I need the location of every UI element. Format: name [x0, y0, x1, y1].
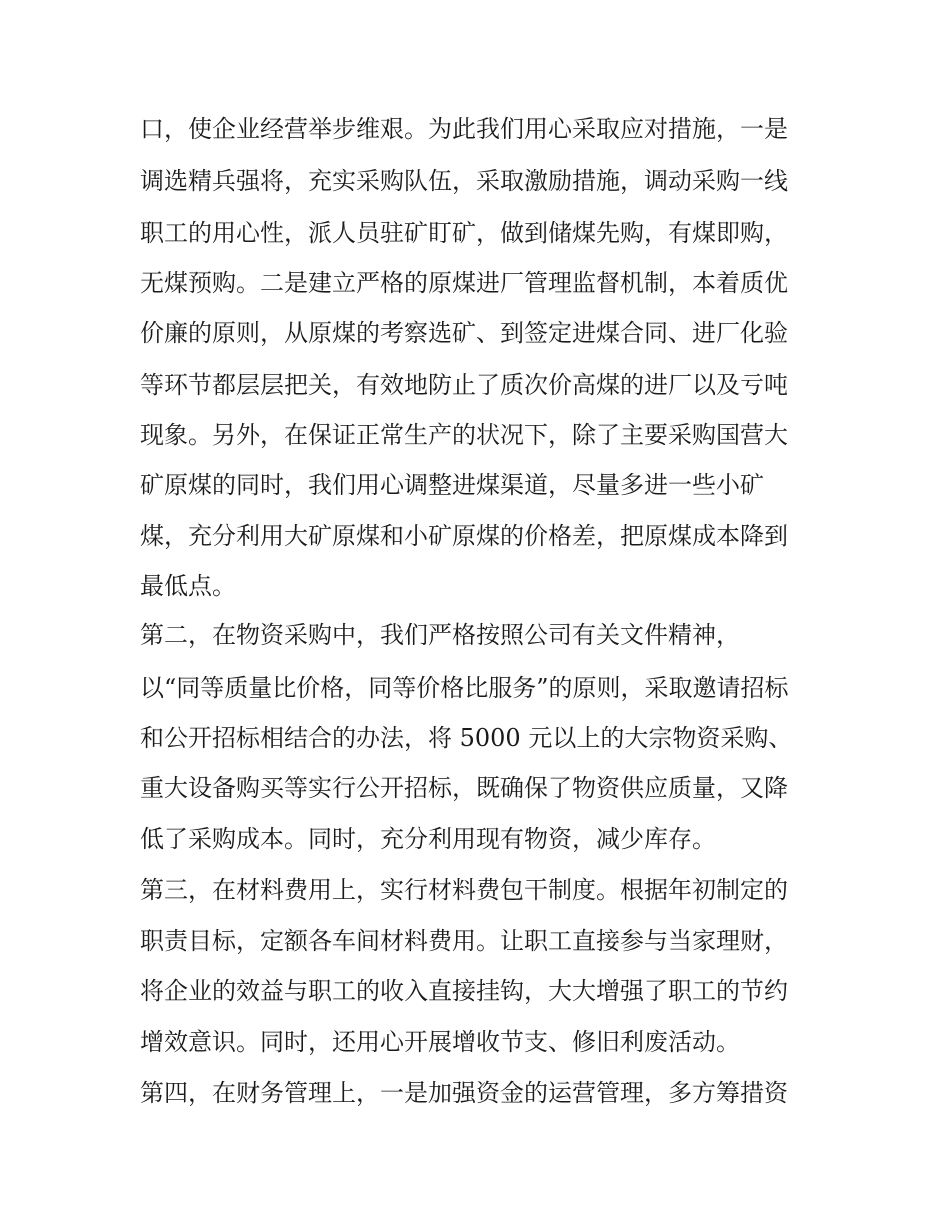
paragraph-start-line: 第四，在财务管理上，一是加强资金的运营管理，多方筹措资	[140, 1079, 788, 1107]
text-line: 无煤预购。二是建立严格的原煤进厂管理监督机制，本着质优	[140, 269, 788, 297]
text-line: 低了采购成本。同时，充分利用现有物资，减少库存。	[140, 825, 716, 853]
text-line: 现象。另外，在保证正常生产的状况下，除了主要采购国营大	[140, 421, 788, 449]
text-line: 和公开招标相结合的办法，将 5000 元以上的大宗物资采购、	[140, 724, 793, 752]
text-line: 等环节都层层把关，有效地防止了质次价高煤的进厂以及亏吨	[140, 371, 788, 399]
text-line: 将企业的效益与职工的收入直接挂钩，大大增强了职工的节约	[140, 977, 788, 1005]
text-line: 最低点。	[140, 572, 236, 600]
text-line: 调选精兵强将，充实采购队伍，采取激励措施，调动采购一线	[140, 167, 788, 195]
text-line: 口，使企业经营举步维艰。为此我们用心采取应对措施，一是	[140, 115, 788, 143]
text-line: 煤，充分利用大矿原煤和小矿原煤的价格差，把原煤成本降到	[140, 522, 788, 550]
text-line: 重大设备购买等实行公开招标，既确保了物资供应质量，又降	[140, 774, 788, 802]
text-line: 矿原煤的同时，我们用心调整进煤渠道，尽量多进一些小矿	[140, 471, 764, 499]
text-line: 以“同等质量比价格，同等价格比服务”的原则，采取邀请招标	[140, 674, 789, 702]
text-line: 增效意识。同时，还用心开展增收节支、修旧利废活动。	[140, 1028, 740, 1056]
paragraph-start-line: 第三，在材料费用上，实行材料费包干制度。根据年初制定的	[140, 876, 788, 904]
text-line: 职责目标，定额各车间材料费用。让职工直接参与当家理财，	[140, 927, 788, 955]
text-line: 职工的用心性，派人员驻矿盯矿，做到储煤先购，有煤即购，	[140, 219, 788, 247]
text-line: 价廉的原则，从原煤的考察选矿、到签定进煤合同、进厂化验	[140, 319, 788, 347]
paragraph-start-line: 第二，在物资采购中，我们严格按照公司有关文件精神，	[140, 621, 740, 649]
